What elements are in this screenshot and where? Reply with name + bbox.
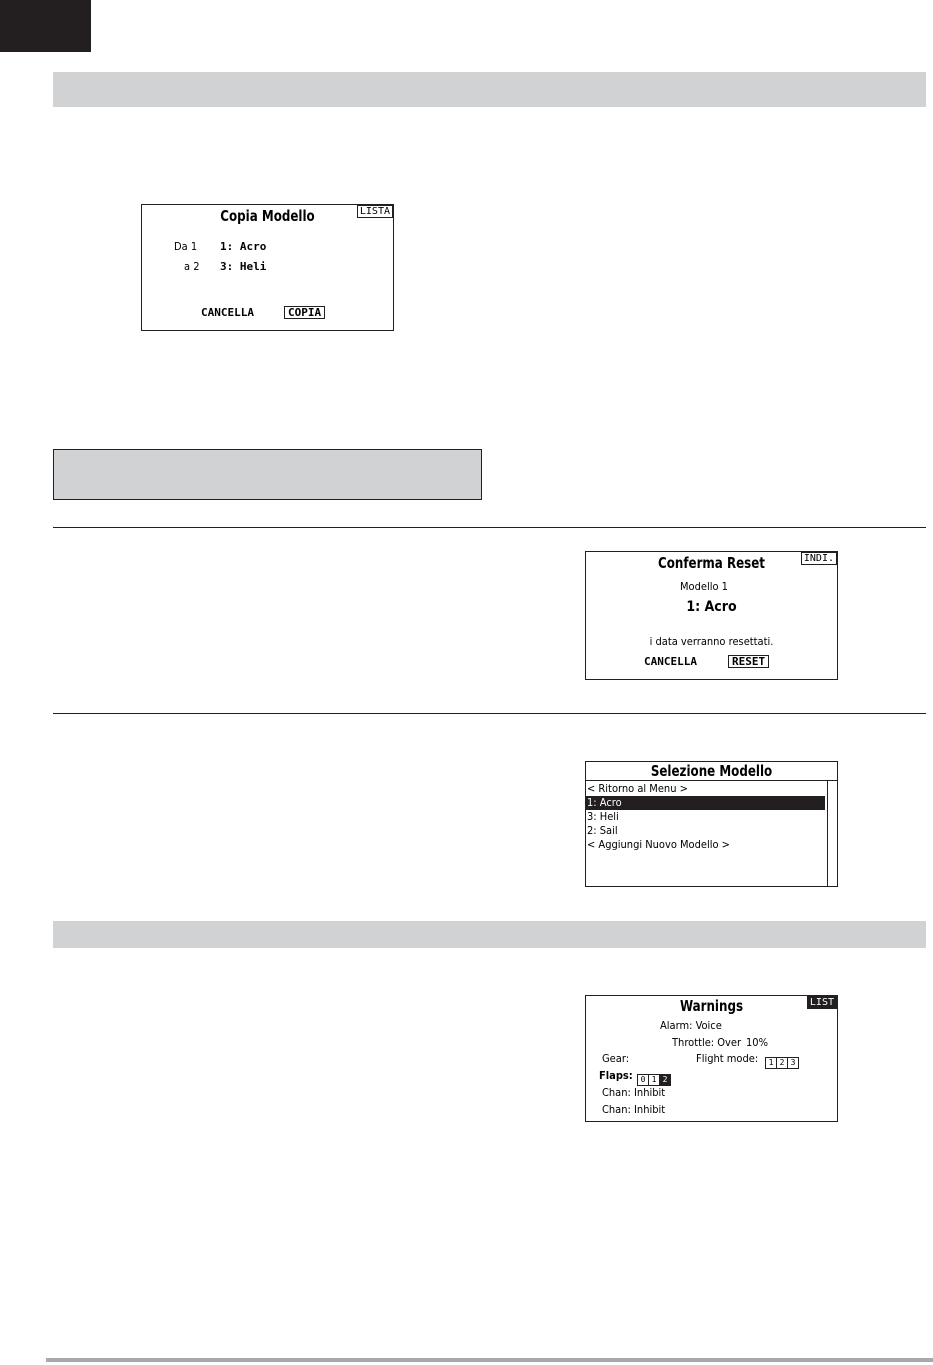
cancel-button[interactable]: CANCELLA (644, 655, 697, 668)
from-model-value[interactable]: 1: Acro (220, 240, 267, 253)
from-label: Da 1 (174, 240, 198, 253)
cancel-button[interactable]: CANCELLA (201, 306, 254, 319)
flight-mode-label[interactable]: Flight mode: (696, 1052, 759, 1065)
list-item-add-new-model[interactable]: < Aggiungi Nuovo Modello > (587, 838, 730, 851)
copy-button[interactable]: COPIA (284, 306, 325, 319)
page-corner-tab (0, 0, 91, 52)
list-item-selected[interactable]: 1: Acro (586, 796, 825, 810)
reset-confirm-screen (585, 551, 838, 680)
to-model-value[interactable]: 3: Heli (220, 260, 267, 273)
alarm-setting[interactable]: Alarm: Voice (660, 1019, 722, 1032)
screen-title: Copia Modello (220, 207, 315, 225)
flaps-positions[interactable] (637, 1069, 670, 1086)
copy-model-screen (141, 204, 394, 331)
back-tag[interactable]: INDI. (801, 552, 837, 565)
channel-setting[interactable]: Chan: Inhibit (602, 1103, 666, 1116)
scrollbar[interactable] (827, 781, 828, 886)
model-label: Modello 1 (680, 580, 728, 593)
to-label: a 2 (184, 260, 200, 273)
flaps-position[interactable]: 1 (648, 1074, 660, 1086)
channel-setting[interactable]: Chan: Inhibit (602, 1086, 666, 1099)
footer-rule (46, 1358, 933, 1362)
divider-1 (53, 527, 926, 528)
flight-mode-position[interactable]: 3 (787, 1057, 799, 1069)
model-name: 1: Acro (686, 599, 737, 615)
model-list (586, 782, 825, 852)
flaps-position[interactable]: 0 (637, 1074, 649, 1086)
section-header-bar-bottom (53, 921, 926, 948)
flight-mode-positions[interactable] (765, 1052, 798, 1069)
model-select-screen (585, 761, 838, 887)
reset-message: i data verranno resettati. (649, 635, 774, 648)
flaps-label[interactable]: Flaps: (599, 1069, 633, 1082)
divider-2 (53, 713, 926, 714)
note-box (53, 449, 482, 500)
reset-button[interactable]: RESET (728, 655, 769, 668)
flight-mode-position[interactable]: 1 (765, 1057, 777, 1069)
gear-label[interactable]: Gear: (602, 1052, 630, 1065)
list-item-back-to-menu[interactable]: < Ritorno al Menu > (587, 782, 688, 795)
flaps-position-selected[interactable]: 2 (659, 1074, 671, 1086)
list-item[interactable]: 2: Sail (587, 824, 618, 837)
screen-title: Warnings (679, 997, 744, 1015)
throttle-setting[interactable]: Throttle: Over (672, 1036, 742, 1049)
screen-title: Conferma Reset (658, 554, 765, 572)
list-tag[interactable]: LIST (807, 996, 837, 1009)
flight-mode-position[interactable]: 2 (776, 1057, 788, 1069)
list-item[interactable]: 3: Heli (587, 810, 619, 823)
warnings-screen (585, 995, 838, 1122)
throttle-value[interactable]: 10% (746, 1036, 768, 1049)
section-header-bar-top (53, 72, 926, 107)
list-tag[interactable]: LISTA (357, 205, 393, 218)
title-divider (586, 780, 837, 781)
screen-title: Selezione Modello (650, 762, 773, 780)
